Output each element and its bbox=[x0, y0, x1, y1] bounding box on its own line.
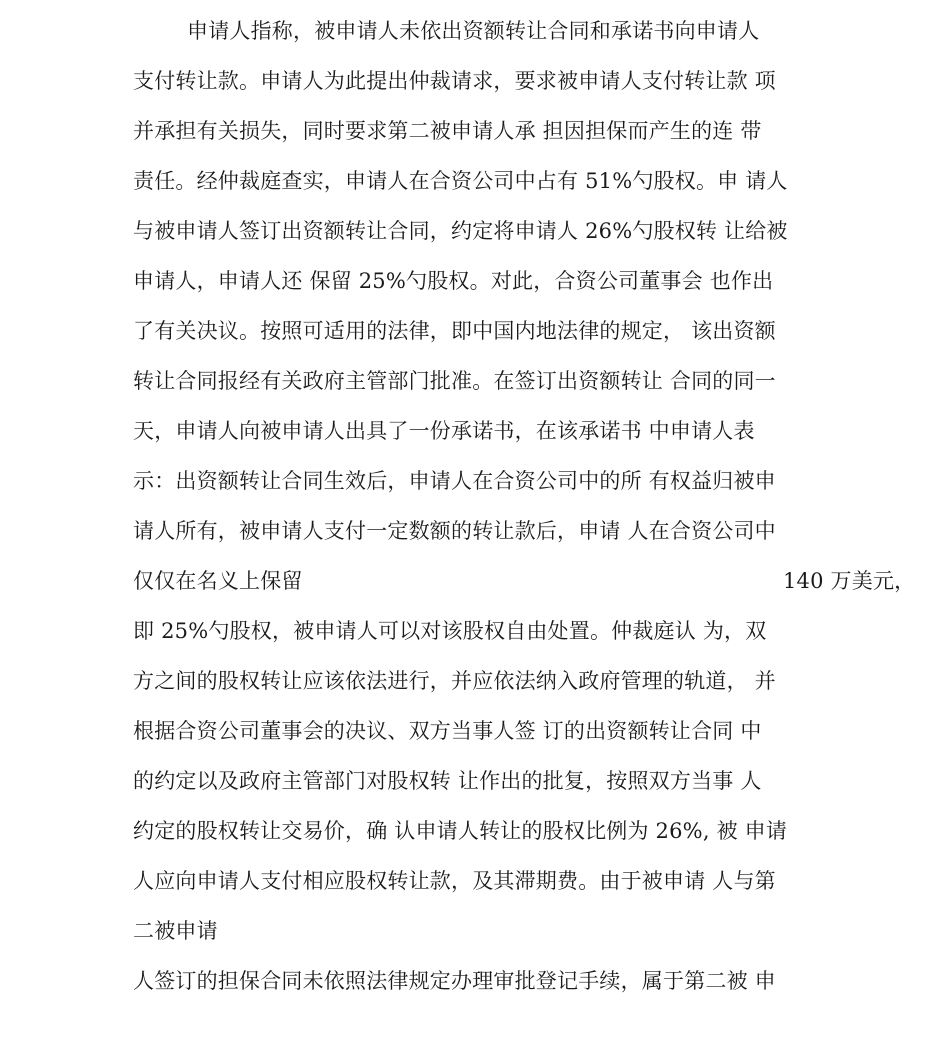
paragraph-line-right: 140 万美元， bbox=[783, 569, 916, 593]
paragraph-line: 人应向申请人支付相应股权转让款，及其滞期费。由于被申请 人与第 bbox=[133, 869, 776, 893]
paragraph-line: 与被申请人签订出资额转让合同，约定将申请人 26%勺股权转 让给被 bbox=[133, 219, 788, 243]
paragraph-line: 二被申请 bbox=[133, 919, 218, 943]
paragraph-line: 的约定以及政府主管部门对股权转 让作出的批复，按照双方当事 人 bbox=[133, 769, 762, 793]
paragraph-line: 方之间的股权转让应该依法进行，并应依法纳入政府管理的轨道， 并 bbox=[133, 669, 776, 693]
paragraph-line: 示：出资额转让合同生效后，申请人在合资公司中的所 有权益归被申 bbox=[133, 469, 776, 493]
paragraph-line: 即 25%勺股权，被申请人可以对该股权自由处置。仲裁庭认 为，双 bbox=[133, 619, 767, 643]
paragraph-line: 申请人，申请人还 保留 25%勺股权。对此，合资公司董事会 也作出 bbox=[133, 269, 774, 293]
paragraph-line: 天，申请人向被申请人出具了一份承诺书，在该承诺书 中申请人表 bbox=[133, 419, 755, 443]
paragraph-line: 责任。经仲裁庭查实，申请人在合资公司中占有 51%勺股权。申 请人 bbox=[133, 169, 788, 193]
paragraph-line: 支付转让款。申请人为此提出仲裁请求，要求被申请人支付转让款 项 bbox=[133, 69, 776, 93]
paragraph-line: 根据合资公司董事会的决议、双方当事人签 订的出资额转让合同 中 bbox=[133, 719, 762, 743]
paragraph-line: 约定的股权转让交易价，确 认申请人转让的股权比例为 26%, 被 申请 bbox=[133, 819, 788, 843]
paragraph-line: 转让合同报经有关政府主管部门批准。在签订出资额转让 合同的同一 bbox=[133, 369, 776, 393]
paragraph-line-left: 仅仅在名义上保留 bbox=[133, 569, 303, 593]
paragraph-line: 并承担有关损失，同时要求第二被申请人承 担因担保而产生的连 带 bbox=[133, 119, 762, 143]
paragraph-line: 申请人指称，被申请人未依出资额转让合同和承诺书向申请人 bbox=[187, 19, 760, 43]
paragraph-line: 人签订的担保合同未依照法律规定办理审批登记手续，属于第二被 申 bbox=[133, 969, 776, 993]
paragraph-line bbox=[133, 567, 916, 595]
paragraph-line: 请人所有，被申请人支付一定数额的转让款后，申请 人在合资公司中 bbox=[133, 519, 776, 543]
paragraph-line: 了有关决议。按照可适用的法律，即中国内地法律的规定， 该出资额 bbox=[133, 319, 776, 343]
